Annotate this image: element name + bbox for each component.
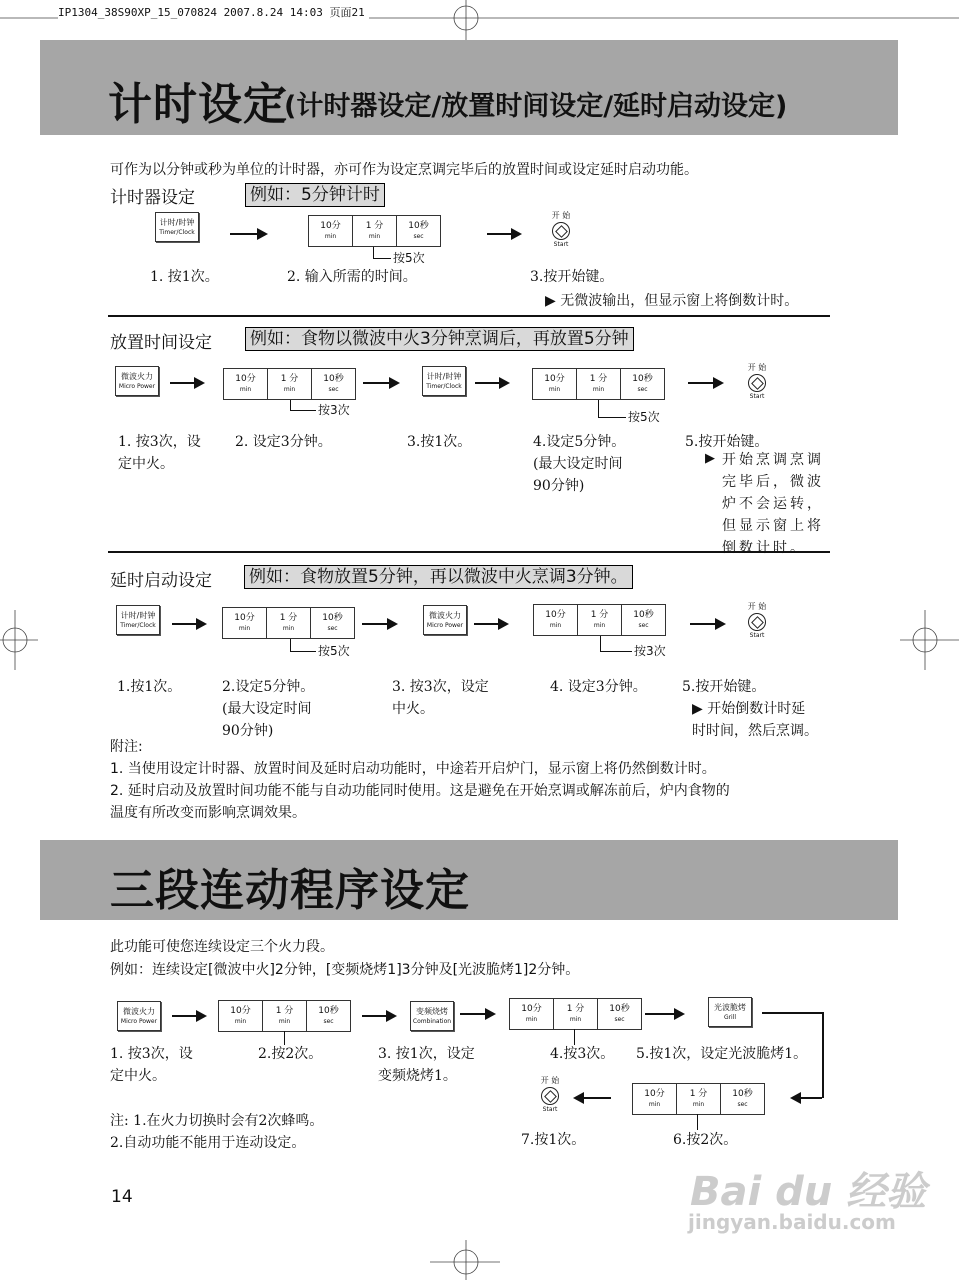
time-pad-cell — [554, 999, 598, 1029]
start-label: 开 始 — [747, 363, 767, 372]
pad-label: 10秒 — [318, 1006, 339, 1016]
pad-unit: min — [282, 625, 295, 632]
step-note: ▶ 开始倒数计时延 时时间，然后烹调。 — [692, 701, 818, 739]
step-text: 4. 设定3分钟。 — [550, 679, 647, 695]
remarks-heading: 附注: — [110, 739, 143, 755]
time-pad-cell — [577, 369, 621, 399]
step-text: 2. 设定3分钟。 — [235, 434, 332, 450]
key-label: 计时/时钟 — [120, 611, 156, 620]
time-pad-cell — [677, 1084, 721, 1114]
connector-line — [290, 400, 291, 410]
pad-unit: sec — [637, 386, 648, 393]
time-pad-cell — [621, 369, 664, 399]
pad-unit: min — [592, 386, 605, 393]
micro-key-icon — [423, 605, 467, 635]
time-pad-cell — [622, 605, 665, 635]
time-pad-icon — [509, 998, 642, 1030]
arrow-right-icon — [475, 382, 508, 384]
time-pad-cell — [224, 369, 268, 399]
remark-item: 2. 延时启动及放置时间功能不能与自动功能同时使用。这是避免在开始烹调或解冻前后，炉内食物的 温度有所改变而影响烹调效果。 — [110, 783, 730, 821]
pad-label: 10分 — [234, 613, 255, 623]
remark-item: 1. 当使用设定计时器、放置时间及延时启动功能时，中途若开启炉门，显示窗上将仍然倒数计时。 — [110, 761, 716, 777]
watermark-url: jingyan.baidu.com — [688, 1210, 896, 1234]
start-label-en: Start — [542, 1106, 558, 1113]
pad-label: 10秒 — [322, 613, 343, 623]
step-text: 5.按开始键。 — [682, 679, 766, 695]
connector-line — [762, 1012, 824, 1014]
arrow-right-icon — [172, 623, 205, 625]
section-banner-timer — [40, 40, 898, 135]
time-pad-cell — [268, 369, 312, 399]
start-label: 开 始 — [540, 1076, 560, 1085]
connector-line — [598, 400, 599, 417]
arrow-right-icon — [362, 623, 396, 625]
pad-unit: min — [648, 1101, 661, 1108]
combo-key-icon — [410, 1001, 454, 1031]
timer-key-icon — [155, 212, 199, 242]
step-text: 4.按3次。 — [550, 1046, 615, 1062]
pad-unit: sec — [413, 233, 424, 240]
pad-unit: sec — [327, 625, 338, 632]
pad-label: 1 分 — [365, 221, 384, 231]
press-count-label: 按5次 — [318, 644, 350, 658]
standing-time-heading: 放置时间设定 — [110, 333, 212, 353]
arrow-right-icon — [487, 233, 520, 235]
key-label-en: Timer/Clock — [426, 383, 462, 390]
time-pad-cell — [309, 216, 353, 246]
step-text: 6.按2次。 — [673, 1132, 738, 1148]
step-note: 开始烹调烹调 完毕后，微波 炉不会运转， 但显示窗上将 倒数计时。 — [722, 452, 824, 556]
arrow-right-icon — [474, 623, 507, 625]
pad-unit: min — [525, 1016, 538, 1023]
key-label-en: Grill — [723, 1014, 737, 1021]
start-label: 开 始 — [747, 602, 767, 611]
step-text: 5.按1次，设定光波脆烤1。 — [636, 1046, 808, 1062]
time-pad-cell — [307, 1001, 350, 1031]
pad-label: 1 分 — [590, 610, 609, 620]
pad-unit: min — [234, 1018, 247, 1025]
start-button-icon — [742, 602, 772, 640]
key-label: 计时/时钟 — [159, 218, 195, 227]
pad-label: 10秒 — [633, 610, 654, 620]
key-label: 微波火力 — [429, 611, 461, 620]
arrow-right-icon — [230, 233, 266, 235]
pad-label: 10分 — [521, 1004, 542, 1014]
press-count-label: 按5次 — [393, 251, 425, 265]
time-pad-icon — [222, 607, 355, 639]
pad-label: 10分 — [230, 1006, 251, 1016]
arrow-left-icon — [575, 1097, 611, 1099]
key-label-en: Micro Power — [118, 383, 156, 390]
step-text: 7.按1次。 — [521, 1132, 586, 1148]
micro-key-icon — [115, 366, 159, 396]
arrow-right-icon — [688, 382, 722, 384]
key-label: 微波火力 — [121, 372, 153, 381]
start-button-icon — [546, 211, 576, 249]
time-pad-cell — [533, 369, 577, 399]
arrow-right-icon — [170, 382, 203, 384]
arrow-right-icon — [690, 623, 724, 625]
pad-unit: sec — [323, 1018, 334, 1025]
arrow-right-icon — [460, 1013, 494, 1015]
print-header: IP1304_38S90XP_15_070824 2007.8.24 14:03 页面21 — [58, 4, 369, 20]
multi-stage-note: 注: 1.在火力切换时会有2次蜂鸣。 — [110, 1113, 324, 1129]
start-label-en: Start — [553, 241, 569, 248]
section-title: 三段连动程序设定 — [110, 865, 470, 916]
press-count-label: 按3次 — [318, 403, 350, 417]
timer-key-icon — [116, 605, 160, 635]
step-text: 3.按开始键。 — [530, 269, 614, 285]
pad-label: 1 分 — [275, 1006, 294, 1016]
step-text: 2.按2次。 — [258, 1046, 323, 1062]
multi-stage-intro: 此功能可使您连续设定三个火力段。 — [110, 939, 334, 955]
pad-label: 10分 — [544, 374, 565, 384]
time-pad-cell — [223, 608, 267, 638]
start-button-icon — [742, 363, 772, 401]
pad-label: 10分 — [644, 1089, 665, 1099]
time-pad-cell — [219, 1001, 263, 1031]
standing-time-example: 例如：食物以微波中火3分钟烹调后，再放置5分钟 — [245, 327, 634, 351]
key-label-en: Timer/Clock — [159, 229, 195, 236]
connector-line — [373, 247, 374, 258]
time-pad-cell — [578, 605, 622, 635]
connector-line — [290, 639, 291, 651]
triangle-bullet-icon: ▶ — [705, 451, 715, 466]
grill-key-icon — [708, 997, 752, 1027]
time-pad-cell — [267, 608, 311, 638]
key-label: 光波脆烤 — [714, 1003, 746, 1012]
connector-line — [600, 651, 632, 652]
step-text: 5.按开始键。 — [685, 434, 769, 450]
step-text: 4.设定5分钟。 (最大设定时间 90分钟) — [533, 434, 626, 494]
connector-line — [290, 651, 316, 652]
time-pad-icon — [533, 604, 666, 636]
pad-unit: min — [549, 622, 562, 629]
pad-label: 10秒 — [732, 1089, 753, 1099]
start-label: 开 始 — [551, 211, 571, 220]
section-banner-multi-stage — [40, 840, 898, 920]
page-number: 14 — [111, 1187, 133, 1207]
time-pad-cell — [312, 369, 355, 399]
pad-unit: min — [278, 1018, 291, 1025]
pad-unit: min — [593, 622, 606, 629]
connector-line — [290, 410, 316, 411]
connector-line — [822, 1012, 824, 1098]
key-label: 计时/时钟 — [426, 372, 462, 381]
step-text: 1. 按3次，设 定中火。 — [110, 1046, 193, 1084]
time-pad-icon — [308, 215, 441, 247]
pad-unit: sec — [737, 1101, 748, 1108]
key-label: 微波火力 — [123, 1007, 155, 1016]
pad-label: 1 分 — [280, 374, 299, 384]
intro-text: 可作为以分钟或秒为单位的计时器，亦可作为设定烹调完毕后的放置时间或设定延时启动功能。 — [110, 162, 698, 178]
pad-label: 1 分 — [279, 613, 298, 623]
pad-unit: min — [238, 625, 251, 632]
timer-setting-example: 例如：5分钟计时 — [245, 183, 385, 207]
time-pad-cell — [311, 608, 354, 638]
connector-line — [598, 417, 626, 418]
pad-unit: min — [283, 386, 296, 393]
pad-label: 10分 — [545, 610, 566, 620]
start-circle-icon — [748, 374, 766, 392]
pad-label: 10分 — [320, 221, 341, 231]
pad-label: 10秒 — [632, 374, 653, 384]
divider — [108, 315, 830, 317]
arrow-right-icon — [172, 1015, 205, 1017]
key-label-en: Combination — [412, 1018, 452, 1025]
start-button-icon — [535, 1076, 565, 1114]
micro-key-icon — [117, 1001, 161, 1031]
arrow-right-icon — [362, 1015, 395, 1017]
press-count-label: 按5次 — [628, 410, 660, 424]
arrow-right-icon — [363, 382, 398, 384]
press-count-label: 按3次 — [634, 644, 666, 658]
time-pad-icon — [632, 1083, 765, 1115]
watermark-logo: Bai du 经验 — [690, 1169, 927, 1215]
step-text: 3. 按3次，设定 中火。 — [392, 679, 489, 717]
key-label: 变频烧烤 — [416, 1007, 448, 1016]
time-pad-icon — [223, 368, 356, 400]
pad-unit: sec — [614, 1016, 625, 1023]
step-text: 1. 按1次。 — [150, 269, 219, 285]
start-circle-icon — [748, 613, 766, 631]
pad-unit: min — [239, 386, 252, 393]
step-text: 2.设定5分钟。 (最大设定时间 90分钟) — [222, 679, 315, 739]
delay-start-example: 例如：食物放置5分钟，再以微波中火烹调3分钟。 — [244, 565, 633, 589]
start-label-en: Start — [749, 632, 765, 639]
time-pad-icon — [218, 1000, 351, 1032]
connector-line — [697, 1114, 698, 1130]
time-pad-cell — [353, 216, 397, 246]
time-pad-cell — [598, 999, 641, 1029]
step-text: 3. 按1次，设定 变频烧烤1。 — [378, 1046, 475, 1084]
pad-label: 10秒 — [408, 221, 429, 231]
pad-unit: min — [692, 1101, 705, 1108]
time-pad-cell — [510, 999, 554, 1029]
pad-label: 1 分 — [566, 1004, 585, 1014]
timer-setting-heading: 计时器设定 — [110, 188, 195, 208]
timer-key-icon — [422, 366, 466, 396]
key-label-en: Timer/Clock — [120, 622, 156, 629]
pad-unit: sec — [638, 622, 649, 629]
key-label-en: Micro Power — [120, 1018, 158, 1025]
multi-stage-note: 2.自动功能不能用于连动设定。 — [110, 1135, 306, 1151]
time-pad-cell — [397, 216, 440, 246]
step-text: 1.按1次。 — [117, 679, 182, 695]
arrow-right-icon — [645, 1013, 683, 1015]
multi-stage-example: 例如：连续设定[微波中火]2分钟，[变频烧烤1]3分钟及[光波脆烤1]2分钟。 — [110, 962, 580, 978]
pad-label: 10分 — [235, 374, 256, 384]
start-circle-icon — [541, 1087, 559, 1105]
time-pad-cell — [534, 605, 578, 635]
step-text: 3.按1次。 — [407, 434, 472, 450]
time-pad-cell — [633, 1084, 677, 1114]
step-text: 1. 按3次，设 定中火。 — [118, 434, 201, 472]
time-pad-cell — [721, 1084, 764, 1114]
key-label-en: Micro Power — [426, 622, 464, 629]
start-label-en: Start — [749, 393, 765, 400]
connector-line — [373, 258, 391, 259]
pad-unit: sec — [328, 386, 339, 393]
time-pad-icon — [532, 368, 665, 400]
step-note: ▶ 无微波输出，但显示窗上将倒数计时。 — [545, 293, 799, 309]
section-subtitle: (计时器设定/放置时间设定/延时启动设定) — [284, 91, 788, 122]
pad-unit: min — [548, 386, 561, 393]
pad-label: 1 分 — [589, 374, 608, 384]
delay-start-heading: 延时启动设定 — [110, 571, 212, 591]
connector-line — [600, 636, 601, 651]
pad-unit: min — [569, 1016, 582, 1023]
time-pad-cell — [263, 1001, 307, 1031]
step-text: 2. 输入所需的时间。 — [287, 269, 417, 285]
pad-unit: min — [324, 233, 337, 240]
pad-unit: min — [368, 233, 381, 240]
pad-label: 10秒 — [609, 1004, 630, 1014]
pad-label: 10秒 — [323, 374, 344, 384]
start-circle-icon — [552, 222, 570, 240]
pad-label: 1 分 — [689, 1089, 708, 1099]
section-title: 计时设定 — [108, 79, 288, 130]
arrow-left-icon — [792, 1097, 822, 1099]
